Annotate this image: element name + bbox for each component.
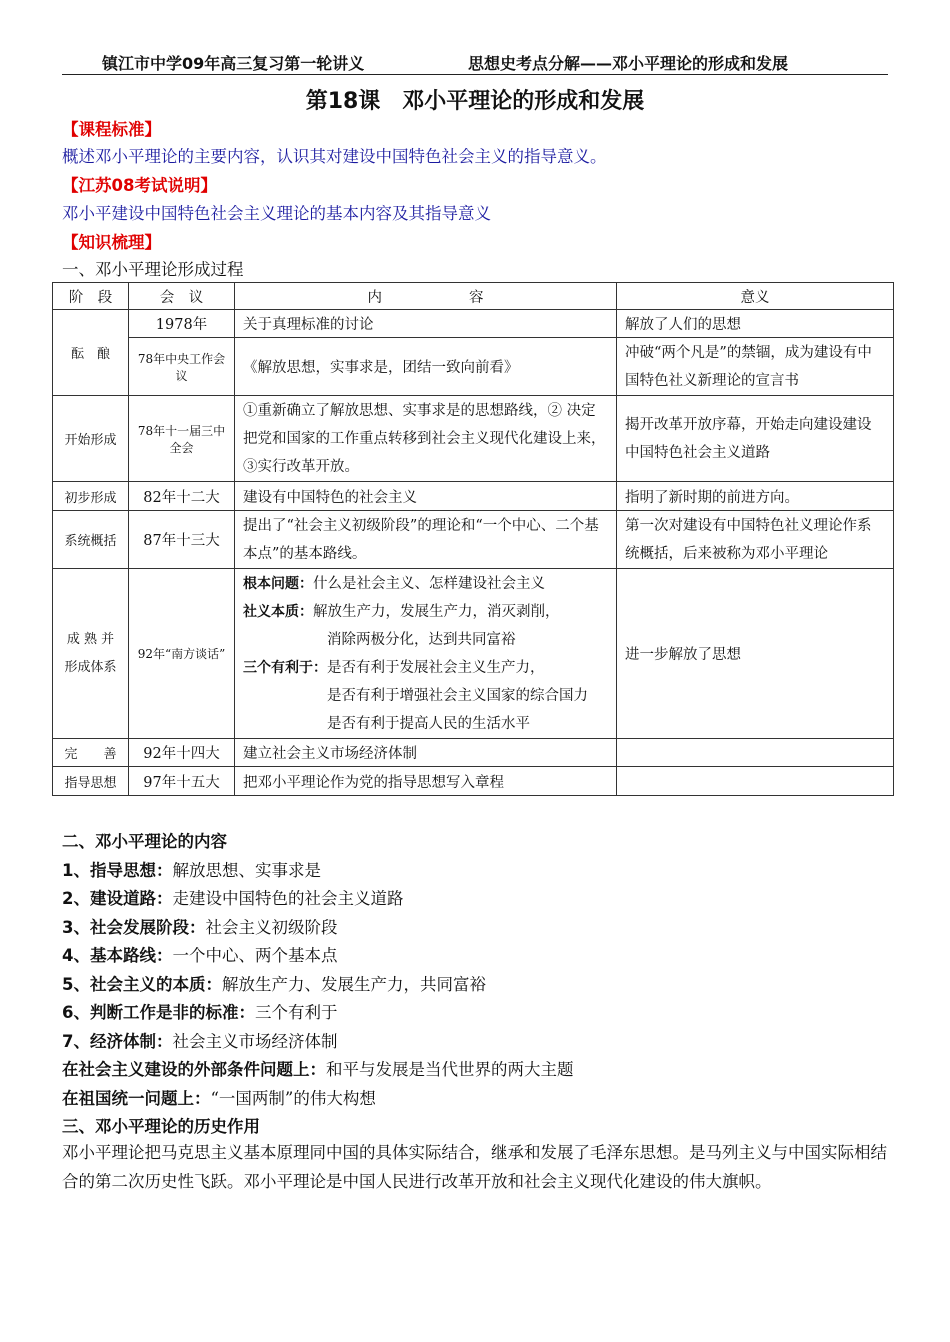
item-text: 和平与发展是当代世界的两大主题 [326,1060,574,1079]
header-meaning: 意义 [617,283,894,310]
meeting-cell: 78年中央工作会议 [129,338,235,396]
list-item [62,857,892,886]
stage-line-2: 形成体系 [64,659,117,675]
list-item [62,999,892,1028]
list-item [62,942,892,971]
knowledge-heading: 【知识梳理】 [62,233,161,252]
content-cell: ①重新确立了解放思想、实事求是的思想路线，② 决定把党和国家的工作重点转移到社会主义现代化建设上来，③实行改革开放。 [235,396,617,482]
header-meeting: 会 议 [129,283,235,310]
standard-heading: 【课程标准】 [62,120,161,139]
content-cell: 建设有中国特色的社会主义 [235,482,617,511]
part2-section [62,828,892,1142]
standard-text: 概述邓小平理论的主要内容，认识其对建设中国特色社会主义的指导意义。 [62,147,607,166]
list-item [62,914,892,943]
three-favorables-text: 是否有利于发展社会主义生产力， [327,659,545,676]
meaning-cell [617,739,894,767]
content-cell: 把邓小平理论作为党的指导思想写入章程 [235,767,617,796]
meaning-cell: 进一步解放了思想 [617,569,894,739]
header-stage: 阶 段 [53,283,129,310]
list-item [62,1056,892,1085]
table-row [53,482,894,511]
stage-line-1: 成 熟 并 [66,631,115,647]
stage-cell: 开始形成 [53,396,129,482]
meeting-cell: 97年十五大 [129,767,235,796]
stage-cell: 初步形成 [53,482,129,511]
meaning-cell: 指明了新时期的前进方向。 [617,482,894,511]
meaning-cell: 揭开改革开放序幕，开始走向建设建设中国特色社会主义道路 [617,396,894,482]
list-item [62,1028,892,1057]
socialism-essence-text: 解放生产力，发展生产力，消灭剥削， [313,603,560,620]
list-item [62,971,892,1000]
fundamental-question-text: 什么是社会主义、怎样建设社会主义 [313,575,545,592]
item-label: 在祖国统一问题上： [62,1088,211,1108]
socialism-essence-cont: 消除两极分化，达到共同富裕 [327,631,516,648]
part2-title: 二、邓小平理论的内容 [62,832,227,851]
item-text: 解放思想、实事求是 [172,860,321,880]
three-favorables-line2: 是否有利于增强社会主义国家的综合国力 [327,687,588,704]
page-header [62,50,888,75]
stage-cell: 指导思想 [53,767,129,796]
exam-text: 邓小平建设中国特色社会主义理论的基本内容及其指导意义 [62,204,491,223]
theory-formation-table [52,282,894,796]
table-row [53,396,894,482]
table-row [53,511,894,569]
meaning-cell: 冲破“两个凡是”的禁锢，成为建设有中国特色社义新理论的宣言书 [617,338,894,396]
item-text: 走建设中国特色的社会主义道路 [172,889,404,908]
content-cell [235,569,617,739]
header-left: 镇江市中学09年高三复习第一轮讲义 [102,54,365,73]
item-label: 7、经济体制： [62,1031,173,1051]
list-item [62,885,892,914]
item-text: 解放生产力、发展生产力，共同富裕 [221,974,486,994]
table-row [53,310,894,338]
item-text: 一个中心、两个基本点 [172,946,338,965]
table-row [53,739,894,767]
meeting-cell: 82年十二大 [129,482,235,511]
part1-title: 一、邓小平理论形成过程 [62,260,244,279]
item-label: 在社会主义建设的外部条件问题上： [62,1060,326,1079]
stage-cell: 系统概括 [53,511,129,569]
content-cell: 关于真理标准的讨论 [235,310,617,338]
three-favorables-label: 三个有利于： [243,659,327,676]
item-label: 5、社会主义的本质： [62,974,222,994]
table-row [53,767,894,796]
item-label: 1、指导思想： [62,860,173,880]
item-text: 社会主义初级阶段 [205,917,338,937]
item-text: 三个有利于 [254,1003,338,1022]
meaning-cell: 第一次对建设有中国特色社义理论作系统概括，后来被称为邓小平理论 [617,511,894,569]
item-label: 4、基本路线： [62,946,173,965]
item-label: 3、社会发展阶段： [62,917,206,937]
meaning-cell: 解放了人们的思想 [617,310,894,338]
table-header-row [53,283,894,310]
meeting-cell: 92年“南方谈话” [129,569,235,739]
meeting-cell: 92年十四大 [129,739,235,767]
stage-cell: 酝 酿 [53,310,129,396]
item-label: 6、判断工作是非的标准： [62,1003,255,1022]
list-item [62,1085,892,1114]
socialism-essence-label: 社义本质： [243,603,313,620]
table-row [53,569,894,739]
item-label: 2、建设道路： [62,889,173,908]
meeting-cell: 78年十一届三中全会 [129,396,235,482]
table-row [53,338,894,396]
meeting-cell: 87年十三大 [129,511,235,569]
lesson-title: 第18课 邓小平理论的形成和发展 [305,89,645,114]
content-cell: 提出了“社会主义初级阶段”的理论和“一个中心、二个基本点”的基本路线。 [235,511,617,569]
item-text: “一国两制”的伟大构想 [210,1088,376,1108]
item-text: 社会主义市场经济体制 [172,1031,338,1051]
header-content: 内 容 [235,283,617,310]
fundamental-question-label: 根本问题： [243,575,313,592]
header-right: 思想史考点分解——邓小平理论的形成和发展 [468,54,789,73]
meeting-cell: 1978年 [129,310,235,338]
exam-heading: 【江苏08考试说明】 [62,176,217,195]
stage-cell [53,569,129,739]
stage-cell: 完 善 [53,739,129,767]
part3-title: 三、邓小平理论的历史作用 [62,1117,260,1136]
part3-paragraph: 邓小平理论把马克思主义基本原理同中国的具体实际结合，继承和发展了毛泽东思想。是马列主义与中国实际相结合的第二次历史性飞跃。邓小平理论是中国人民进行改革开放和社会主义现代化建设的伟大旗帜。 [62,1143,887,1191]
meaning-cell [617,767,894,796]
three-favorables-line3: 是否有利于提高人民的生活水平 [327,715,530,732]
content-cell: 《解放思想，实事求是，团结一致向前看》 [235,338,617,396]
content-cell: 建立社会主义市场经济体制 [235,739,617,767]
